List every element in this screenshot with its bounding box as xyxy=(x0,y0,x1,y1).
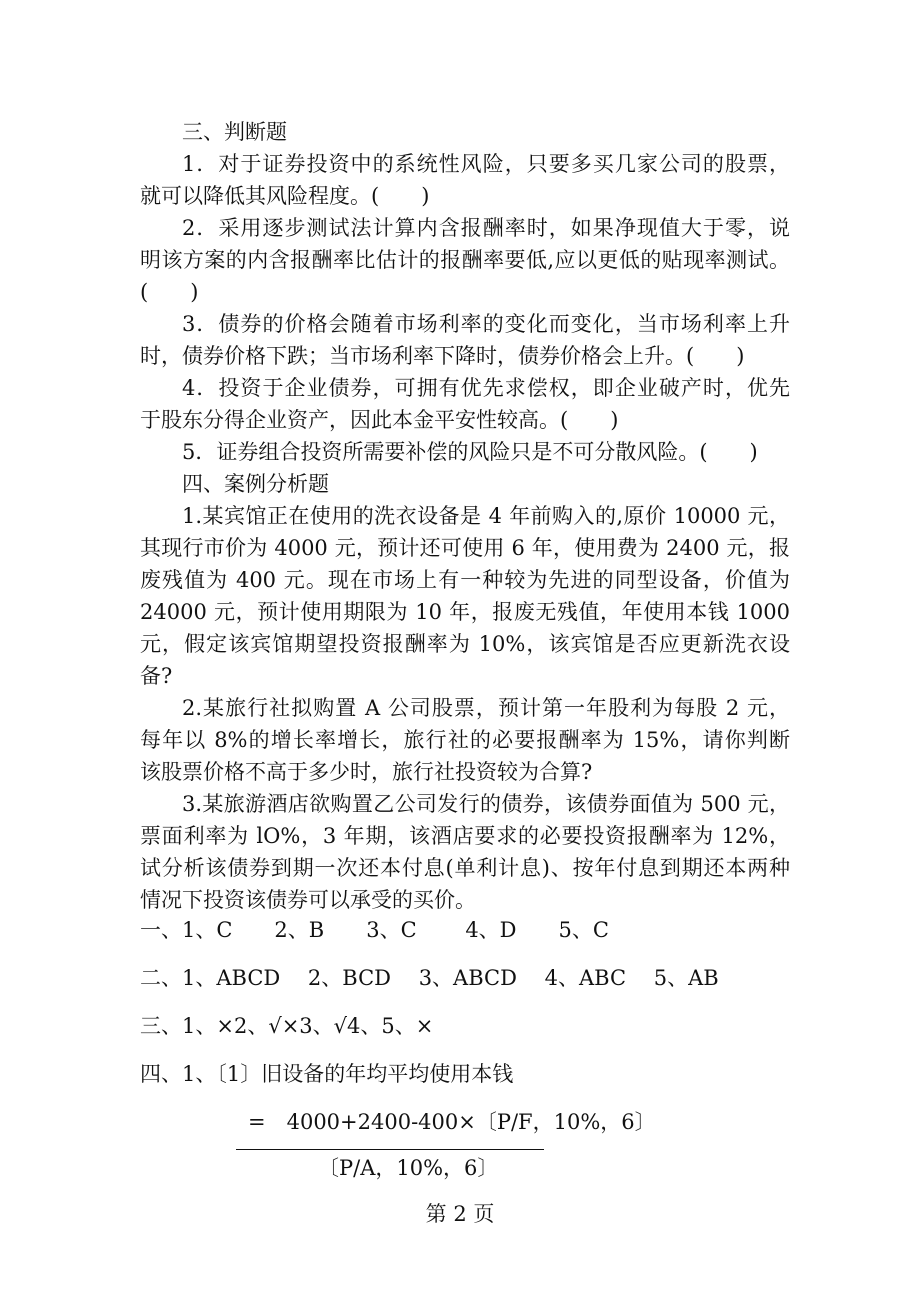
answer-section-4: 四、1、〔1〕旧设备的年均平均使用本钱 xyxy=(140,1062,514,1086)
case-3-line2: 票面利率为 lO%，3 年期，该酒店要求的必要投资报酬率为 12%， xyxy=(140,824,790,848)
judgment-q5-line1: 5．证券组合投资所需要补偿的风险只是不可分散风险。( ) xyxy=(182,440,758,464)
formula-denominator: 〔P/A，10%，6〕 xyxy=(318,1156,499,1180)
section-4-heading: 四、案例分析题 xyxy=(182,472,329,496)
judgment-q2-line1: 2．采用逐步测试法计算内含报酬率时，如果净现值大于零，说 xyxy=(182,216,790,240)
case-3-line1: 3.某旅游酒店欲购置乙公司发行的债券，该债券面值为 500 元， xyxy=(182,792,790,816)
answer-section-1: 一、1、C 2、B 3、C 4、D 5、C xyxy=(140,918,609,942)
case-1-line4: 24000 元，预计使用期限为 10 年，报废无残值，年使用本钱 1000 xyxy=(140,600,790,624)
case-2-line1: 2.某旅行社拟购置 A 公司股票，预计第一年股利为每股 2 元， xyxy=(182,696,790,720)
fraction-bar xyxy=(236,1149,544,1150)
case-1-line2: 其现行市价为 4000 元，预计还可使用 6 年，使用费为 2400 元，报 xyxy=(140,536,790,560)
case-1-line5: 元，假定该宾馆期望投资报酬率为 10%，该宾馆是否应更新洗衣设 xyxy=(140,632,790,656)
answer-section-3: 三、1、×2、√×3、√4、5、× xyxy=(140,1014,434,1038)
answer-section-2: 二、1、ABCD 2、BCD 3、ABCD 4、ABC 5、AB xyxy=(140,966,719,990)
page-number: 第 2 页 xyxy=(425,1202,495,1226)
case-2-line3: 该股票价格不高于多少时，旅行社投资较为合算? xyxy=(140,760,593,784)
case-2-line2: 每年以 8%的增长率增长，旅行社的必要报酬率为 15%，请你判断 xyxy=(140,728,790,752)
judgment-q2-line2: 明该方案的内含报酬率比估计的报酬率要低,应以更低的贴现率测试。 xyxy=(140,248,790,272)
judgment-q4-line2: 于股东分得企业资产，因此本金平安性较高。( ) xyxy=(140,408,619,432)
section-3-heading: 三、判断题 xyxy=(182,120,287,144)
judgment-q2-line3: ( ) xyxy=(140,280,199,304)
judgment-q1-line2: 就可以降低其风险程度。( ) xyxy=(140,184,430,208)
case-3-line3: 试分析该债券到期一次还本付息(单利计息)、按年付息到期还本两种 xyxy=(140,856,790,880)
case-1-line1: 1.某宾馆正在使用的洗衣设备是 4 年前购入的,原价 10000 元， xyxy=(182,504,790,528)
judgment-q3-line1: 3．债券的价格会随着市场利率的变化而变化，当市场利率上升 xyxy=(182,312,790,336)
case-1-line6: 备? xyxy=(140,664,173,688)
case-3-line4: 情况下投资该债券可以承受的买价。 xyxy=(140,888,476,912)
judgment-q3-line2: 时，债券价格下跌；当市场利率下降时，债券价格会上升。( ) xyxy=(140,344,745,368)
case-1-line3: 废残值为 400 元。现在市场上有一种较为先进的同型设备，价值为 xyxy=(140,568,790,592)
formula-numerator: = 4000+2400-400×〔P/F，10%，6〕 xyxy=(248,1110,656,1134)
judgment-q1-line1: 1．对于证券投资中的系统性风险，只要多买几家公司的股票， xyxy=(182,152,790,176)
judgment-q4-line1: 4．投资于企业债券，可拥有优先求偿权，即企业破产时，优先 xyxy=(182,376,790,400)
